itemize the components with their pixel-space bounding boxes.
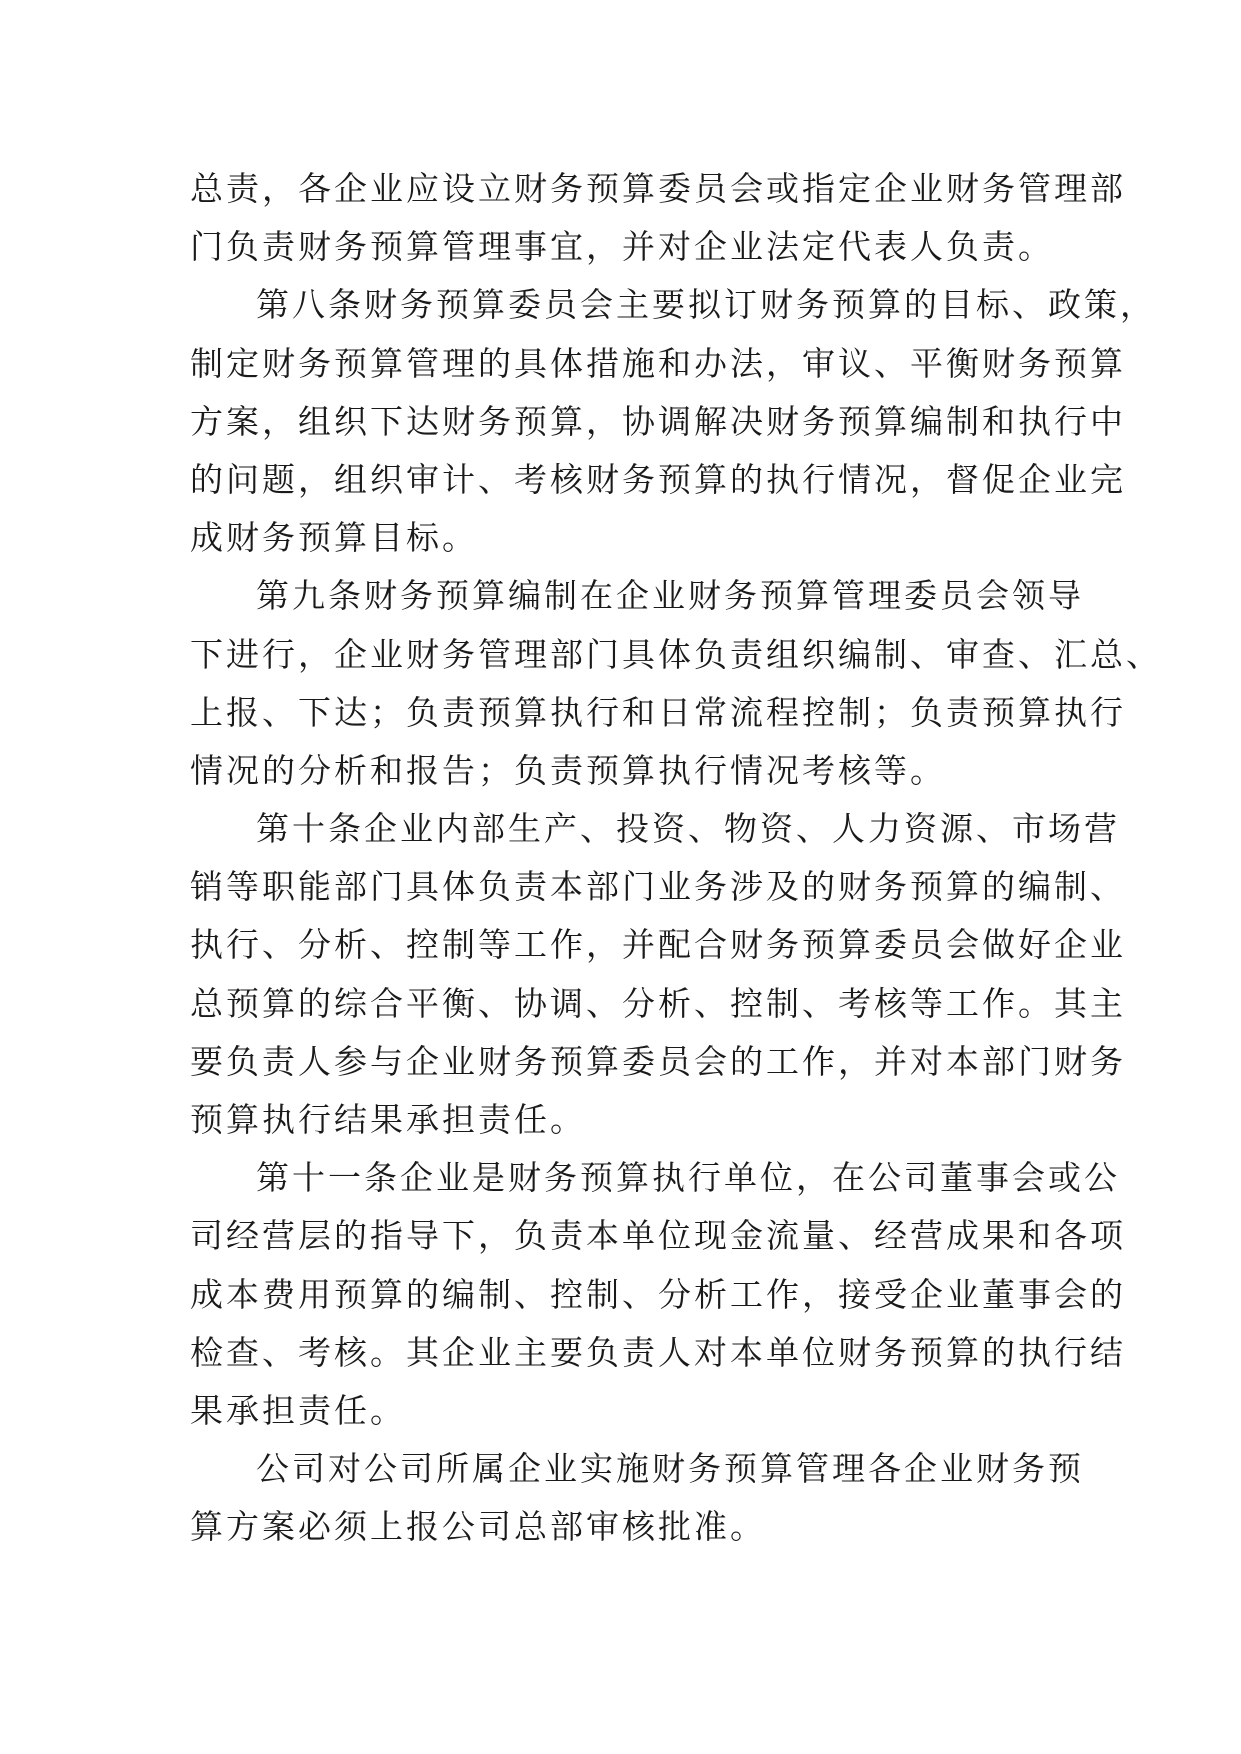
- paragraph-continuation: [190, 160, 1126, 276]
- paragraph-article-8: [190, 276, 1156, 567]
- text-line: 要负责人参与企业财务预算委员会的工作，并对本部门财务: [190, 1041, 1126, 1081]
- text-line: 预算执行结果承担责任。: [190, 1100, 586, 1139]
- text-line: 果承担责任。: [190, 1390, 406, 1430]
- text-line: 下进行，企业财务管理部门具体负责组织编制、审查、汇总、: [190, 634, 1162, 674]
- paragraph-article-11: [190, 1149, 1126, 1440]
- text-line: 司经营层的指导下，负责本单位现金流量、经营成果和各项: [190, 1216, 1126, 1256]
- paragraph-company-approval: [190, 1440, 1090, 1556]
- text-line: 成财务预算目标。: [190, 518, 478, 558]
- paragraph-article-10: [190, 800, 1126, 1149]
- text-line: 公司对公司所属企业实施财务预算管理各企业财务预: [256, 1449, 1084, 1489]
- text-line: 情况的分析和报告；负责预算执行情况考核等。: [190, 750, 946, 790]
- text-line: 销等职能部门具体负责本部门业务涉及的财务预算的编制、: [190, 867, 1126, 907]
- text-line: 总责，各企业应设立财务预算委员会或指定企业财务管理部: [190, 169, 1126, 208]
- text-line: 算方案必须上报公司总部审核批准。: [190, 1507, 766, 1547]
- text-line: 成本费用预算的编制、控制、分析工作，接受企业董事会的: [190, 1274, 1126, 1314]
- text-line: 的问题，组织审计、考核财务预算的执行情况，督促企业完: [190, 459, 1126, 499]
- paragraph-article-9: [190, 567, 1162, 800]
- document-body: [190, 160, 1162, 1557]
- text-line: 第十条企业内部生产、投资、物资、人力资源、市场营: [256, 809, 1120, 849]
- text-line: 门负责财务预算管理事宜，并对企业法定代表人负责。: [190, 227, 1054, 267]
- text-line: 第九条财务预算编制在企业财务预算管理委员会领导: [256, 576, 1084, 616]
- text-line: 执行、分析、控制等工作，并配合财务预算委员会做好企业: [190, 925, 1126, 965]
- text-line: 第八条财务预算委员会主要拟订财务预算的目标、政策，: [256, 285, 1156, 325]
- text-line: 检查、考核。其企业主要负责人对本单位财务预算的执行结: [190, 1332, 1126, 1372]
- text-line: 方案，组织下达财务预算，协调解决财务预算编制和执行中: [190, 401, 1126, 441]
- text-line: 制定财务预算管理的具体措施和办法，审议、平衡财务预算: [190, 343, 1126, 383]
- text-line: 第十一条企业是财务预算执行单位，在公司董事会或公: [256, 1158, 1120, 1198]
- text-line: 总预算的综合平衡、协调、分析、控制、考核等工作。其主: [190, 983, 1126, 1023]
- text-line: 上报、下达；负责预算执行和日常流程控制；负责预算执行: [190, 692, 1126, 732]
